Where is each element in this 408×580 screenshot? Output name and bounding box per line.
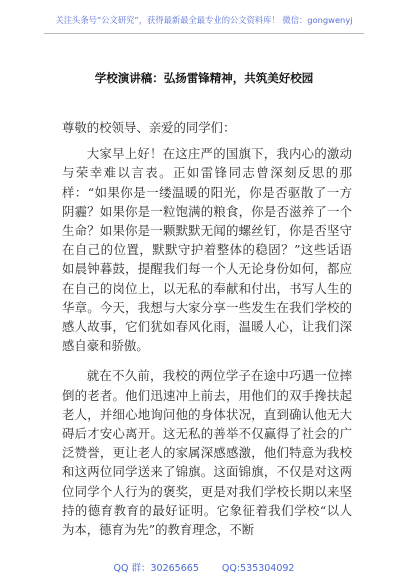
footer bbox=[0, 560, 408, 574]
paragraph: 就在不久前，我校的两位学子在途中巧遇一位摔倒的老者。他们迅速冲上前去，用他们的双手搀扶起老人，并细心地询问他的身体状况，直到确认他无大碍后才安心离开。这无私的善举不仅赢得了社会的广泛赞誉，更让老人的家属深感感激，他们特意为我校和这两位同学送来了锦旗。这面锦旗，不仅是对这两位同学个人行为的褒奖，更是对我们学校长期以来坚持的德育教育的最好证明。它象征着我们学校“以人为本，德育为先”的教育理念，不断 bbox=[62, 368, 352, 538]
paragraph: 大家早上好！在这庄严的国旗下，我内心的激动与荣幸难以言表。正如雷锋同志曾深刻反思的那样：“如果你是一缕温暖的阳光，你是否驱散了一方阴霾？如果你是一粒饱满的粮食，你是否滋养了一个生命？如果你是一颗默默无闻的螺丝钉，你是否坚守在自己的位置，默默守护着整体的稳固？”这些话语如晨钟暮鼓，提醒我们每一个人无论身份如何，都应在自己的岗位上，以无私的奉献和付出，书写人生的华章。今天，我想与大家分享一些发生在我们学校的感人故事，它们犹如春风化雨，温暖人心，让我们深感自豪和骄傲。 bbox=[62, 146, 352, 354]
footer-qq-group: QQ 群：30265665 bbox=[113, 563, 199, 574]
header-note: 关注头条号“公文研究”，获得最新最全最专业的公文资料库！ 微信：gongwenyj bbox=[55, 15, 353, 25]
document-body bbox=[62, 118, 352, 539]
greeting: 尊敬的校领导、亲爱的同学们： bbox=[62, 120, 236, 135]
footer-qq: QQ:535304092 bbox=[221, 563, 295, 574]
header-divider bbox=[44, 33, 364, 34]
document-title: 学校演讲稿：弘扬雷锋精神，共筑美好校园 bbox=[94, 71, 314, 85]
